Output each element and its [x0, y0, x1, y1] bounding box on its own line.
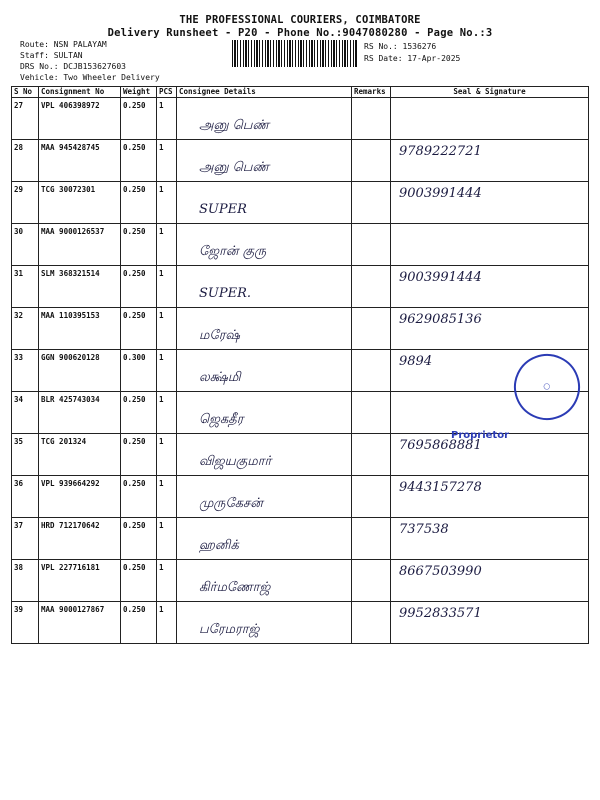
header-pcs: PCS — [157, 87, 177, 98]
cell-signature — [391, 308, 589, 350]
table-row — [12, 476, 589, 518]
header-consignment: Consignment No — [39, 87, 121, 98]
cell-signature — [391, 560, 589, 602]
table-row — [12, 140, 589, 182]
seal-stamp: ◯ — [505, 345, 590, 430]
cell-weight: 0.250 — [121, 308, 157, 350]
cell-remarks — [352, 98, 391, 140]
cell-sno: 38 — [12, 560, 39, 602]
runsheet-subtitle: Delivery Runsheet - P20 - Phone No.:9047080280 - Page No.:3 — [107, 27, 493, 39]
cell-consignee — [177, 308, 352, 350]
header-weight: Weight — [121, 87, 157, 98]
runsheet-table — [11, 86, 589, 644]
consignee-handwriting: லக்ஷ்மி — [199, 370, 241, 385]
cell-weight: 0.250 — [121, 434, 157, 476]
cell-consignment: TCG 201324 — [39, 434, 121, 476]
cell-signature — [391, 140, 589, 182]
header-remarks: Remarks — [352, 87, 391, 98]
cell-sno: 30 — [12, 224, 39, 266]
cell-consignment: VPL 939664292 — [39, 476, 121, 518]
cell-consignee — [177, 476, 352, 518]
consignee-handwriting: பரேமராஜ் — [199, 622, 260, 637]
header-consignee: Consignee Details — [177, 87, 352, 98]
cell-remarks — [352, 602, 391, 644]
consignee-handwriting: விஜயகுமார் — [199, 454, 272, 469]
consignee-handwriting: அனு பெண் — [199, 160, 269, 175]
cell-sno: 34 — [12, 392, 39, 434]
cell-sno: 32 — [12, 308, 39, 350]
cell-consignee — [177, 140, 352, 182]
cell-sno: 36 — [12, 476, 39, 518]
route-label: Route: NSN PALAYAM — [20, 40, 107, 49]
cell-consignment: HRD 712170642 — [39, 518, 121, 560]
cell-signature — [391, 266, 589, 308]
cell-consignment: BLR 425743034 — [39, 392, 121, 434]
cell-weight: 0.250 — [121, 392, 157, 434]
staff-label: Staff: SULTAN — [20, 51, 83, 60]
cell-consignment: TCG 30072301 — [39, 182, 121, 224]
consignee-handwriting: அனு பெண் — [199, 118, 269, 133]
cell-consignment: MAA 945428745 — [39, 140, 121, 182]
cell-remarks — [352, 140, 391, 182]
cell-sno: 39 — [12, 602, 39, 644]
signature-handwriting: 7695868881 — [399, 438, 482, 453]
cell-consignment: MAA 9000127867 — [39, 602, 121, 644]
table-row — [12, 98, 589, 140]
cell-signature — [391, 98, 589, 140]
header-signature: Seal & Signature — [391, 87, 589, 98]
cell-consignee — [177, 350, 352, 392]
cell-sno: 29 — [12, 182, 39, 224]
cell-remarks — [352, 266, 391, 308]
cell-pcs: 1 — [157, 266, 177, 308]
cell-weight: 0.250 — [121, 518, 157, 560]
table-row — [12, 350, 589, 392]
table-row — [12, 224, 589, 266]
cell-sno: 33 — [12, 350, 39, 392]
cell-consignee — [177, 560, 352, 602]
signature-handwriting: 9003991444 — [399, 186, 482, 201]
cell-remarks — [352, 182, 391, 224]
cell-consignee — [177, 224, 352, 266]
table-row — [12, 392, 589, 434]
cell-pcs: 1 — [157, 98, 177, 140]
cell-pcs: 1 — [157, 308, 177, 350]
cell-consignee — [177, 602, 352, 644]
consignee-handwriting: முருகேசன் — [199, 496, 263, 511]
table-row — [12, 266, 589, 308]
cell-weight: 0.250 — [121, 140, 157, 182]
cell-signature — [391, 518, 589, 560]
cell-pcs: 1 — [157, 392, 177, 434]
table-header-row — [12, 87, 589, 98]
signature-handwriting: 8667503990 — [399, 564, 482, 579]
cell-sno: 27 — [12, 98, 39, 140]
cell-consignee — [177, 98, 352, 140]
consignee-handwriting: ஹனிக் — [199, 538, 239, 553]
cell-pcs: 1 — [157, 518, 177, 560]
signature-handwriting: 9629085136 — [399, 312, 482, 327]
consignee-handwriting: SUPER — [199, 202, 247, 217]
cell-pcs: 1 — [157, 224, 177, 266]
cell-sno: 31 — [12, 266, 39, 308]
cell-consignee — [177, 392, 352, 434]
cell-consignee — [177, 266, 352, 308]
signature-handwriting: 9952833571 — [399, 606, 482, 621]
cell-pcs: 1 — [157, 476, 177, 518]
cell-remarks — [352, 518, 391, 560]
rs-number: RS No.: 1536276 — [364, 42, 437, 51]
cell-signature — [391, 182, 589, 224]
cell-weight: 0.250 — [121, 560, 157, 602]
cell-remarks — [352, 350, 391, 392]
proprietor-label: Proprietor — [451, 430, 510, 441]
cell-remarks — [352, 392, 391, 434]
table-row — [12, 602, 589, 644]
cell-consignment: SLM 368321514 — [39, 266, 121, 308]
cell-signature — [391, 476, 589, 518]
signature-handwriting: 9789222721 — [399, 144, 482, 159]
cell-weight: 0.250 — [121, 98, 157, 140]
cell-sno: 35 — [12, 434, 39, 476]
cell-weight: 0.250 — [121, 224, 157, 266]
consignee-handwriting: ஜெகதீர — [199, 412, 244, 427]
cell-weight: 0.250 — [121, 182, 157, 224]
cell-consignee — [177, 434, 352, 476]
table-row — [12, 518, 589, 560]
cell-sno: 28 — [12, 140, 39, 182]
cell-pcs: 1 — [157, 434, 177, 476]
vehicle-label: Vehicle: Two Wheeler Delivery — [20, 73, 160, 82]
header-sno: S No — [12, 87, 39, 98]
cell-consignee — [177, 182, 352, 224]
cell-weight: 0.250 — [121, 602, 157, 644]
table-row — [12, 308, 589, 350]
cell-consignment: VPL 227716181 — [39, 560, 121, 602]
cell-pcs: 1 — [157, 140, 177, 182]
cell-pcs: 1 — [157, 350, 177, 392]
cell-signature — [391, 224, 589, 266]
signature-handwriting: 9894 — [399, 354, 433, 369]
drs-number: DRS No.: DCJB153627603 — [20, 62, 126, 71]
cell-weight: 0.250 — [121, 266, 157, 308]
table-row — [12, 560, 589, 602]
cell-weight: 0.300 — [121, 350, 157, 392]
cell-signature — [391, 602, 589, 644]
signature-handwriting: 9003991444 — [399, 270, 482, 285]
cell-remarks — [352, 476, 391, 518]
cell-sno: 37 — [12, 518, 39, 560]
rs-date: RS Date: 17-Apr-2025 — [364, 54, 461, 63]
company-title: THE PROFESSIONAL COURIERS, COIMBATORE — [179, 14, 421, 26]
cell-pcs: 1 — [157, 602, 177, 644]
table-row — [12, 182, 589, 224]
consignee-handwriting: கிர்மணோஜ் — [199, 580, 271, 595]
cell-remarks — [352, 308, 391, 350]
cell-pcs: 1 — [157, 560, 177, 602]
cell-consignment: VPL 406398972 — [39, 98, 121, 140]
cell-weight: 0.250 — [121, 476, 157, 518]
consignee-handwriting: மரேஷ் — [199, 328, 240, 343]
cell-pcs: 1 — [157, 182, 177, 224]
consignee-handwriting: ஜோன் குரு — [199, 244, 267, 259]
cell-consignment: MAA 9000126537 — [39, 224, 121, 266]
signature-handwriting: 737538 — [399, 522, 449, 537]
cell-remarks — [352, 560, 391, 602]
cell-consignment: MAA 110395153 — [39, 308, 121, 350]
signature-handwriting: 9443157278 — [399, 480, 482, 495]
cell-consignment: GGN 900620128 — [39, 350, 121, 392]
cell-consignee — [177, 518, 352, 560]
consignee-handwriting: SUPER. — [199, 286, 252, 301]
cell-remarks — [352, 224, 391, 266]
cell-remarks — [352, 434, 391, 476]
barcode-image — [232, 40, 358, 67]
